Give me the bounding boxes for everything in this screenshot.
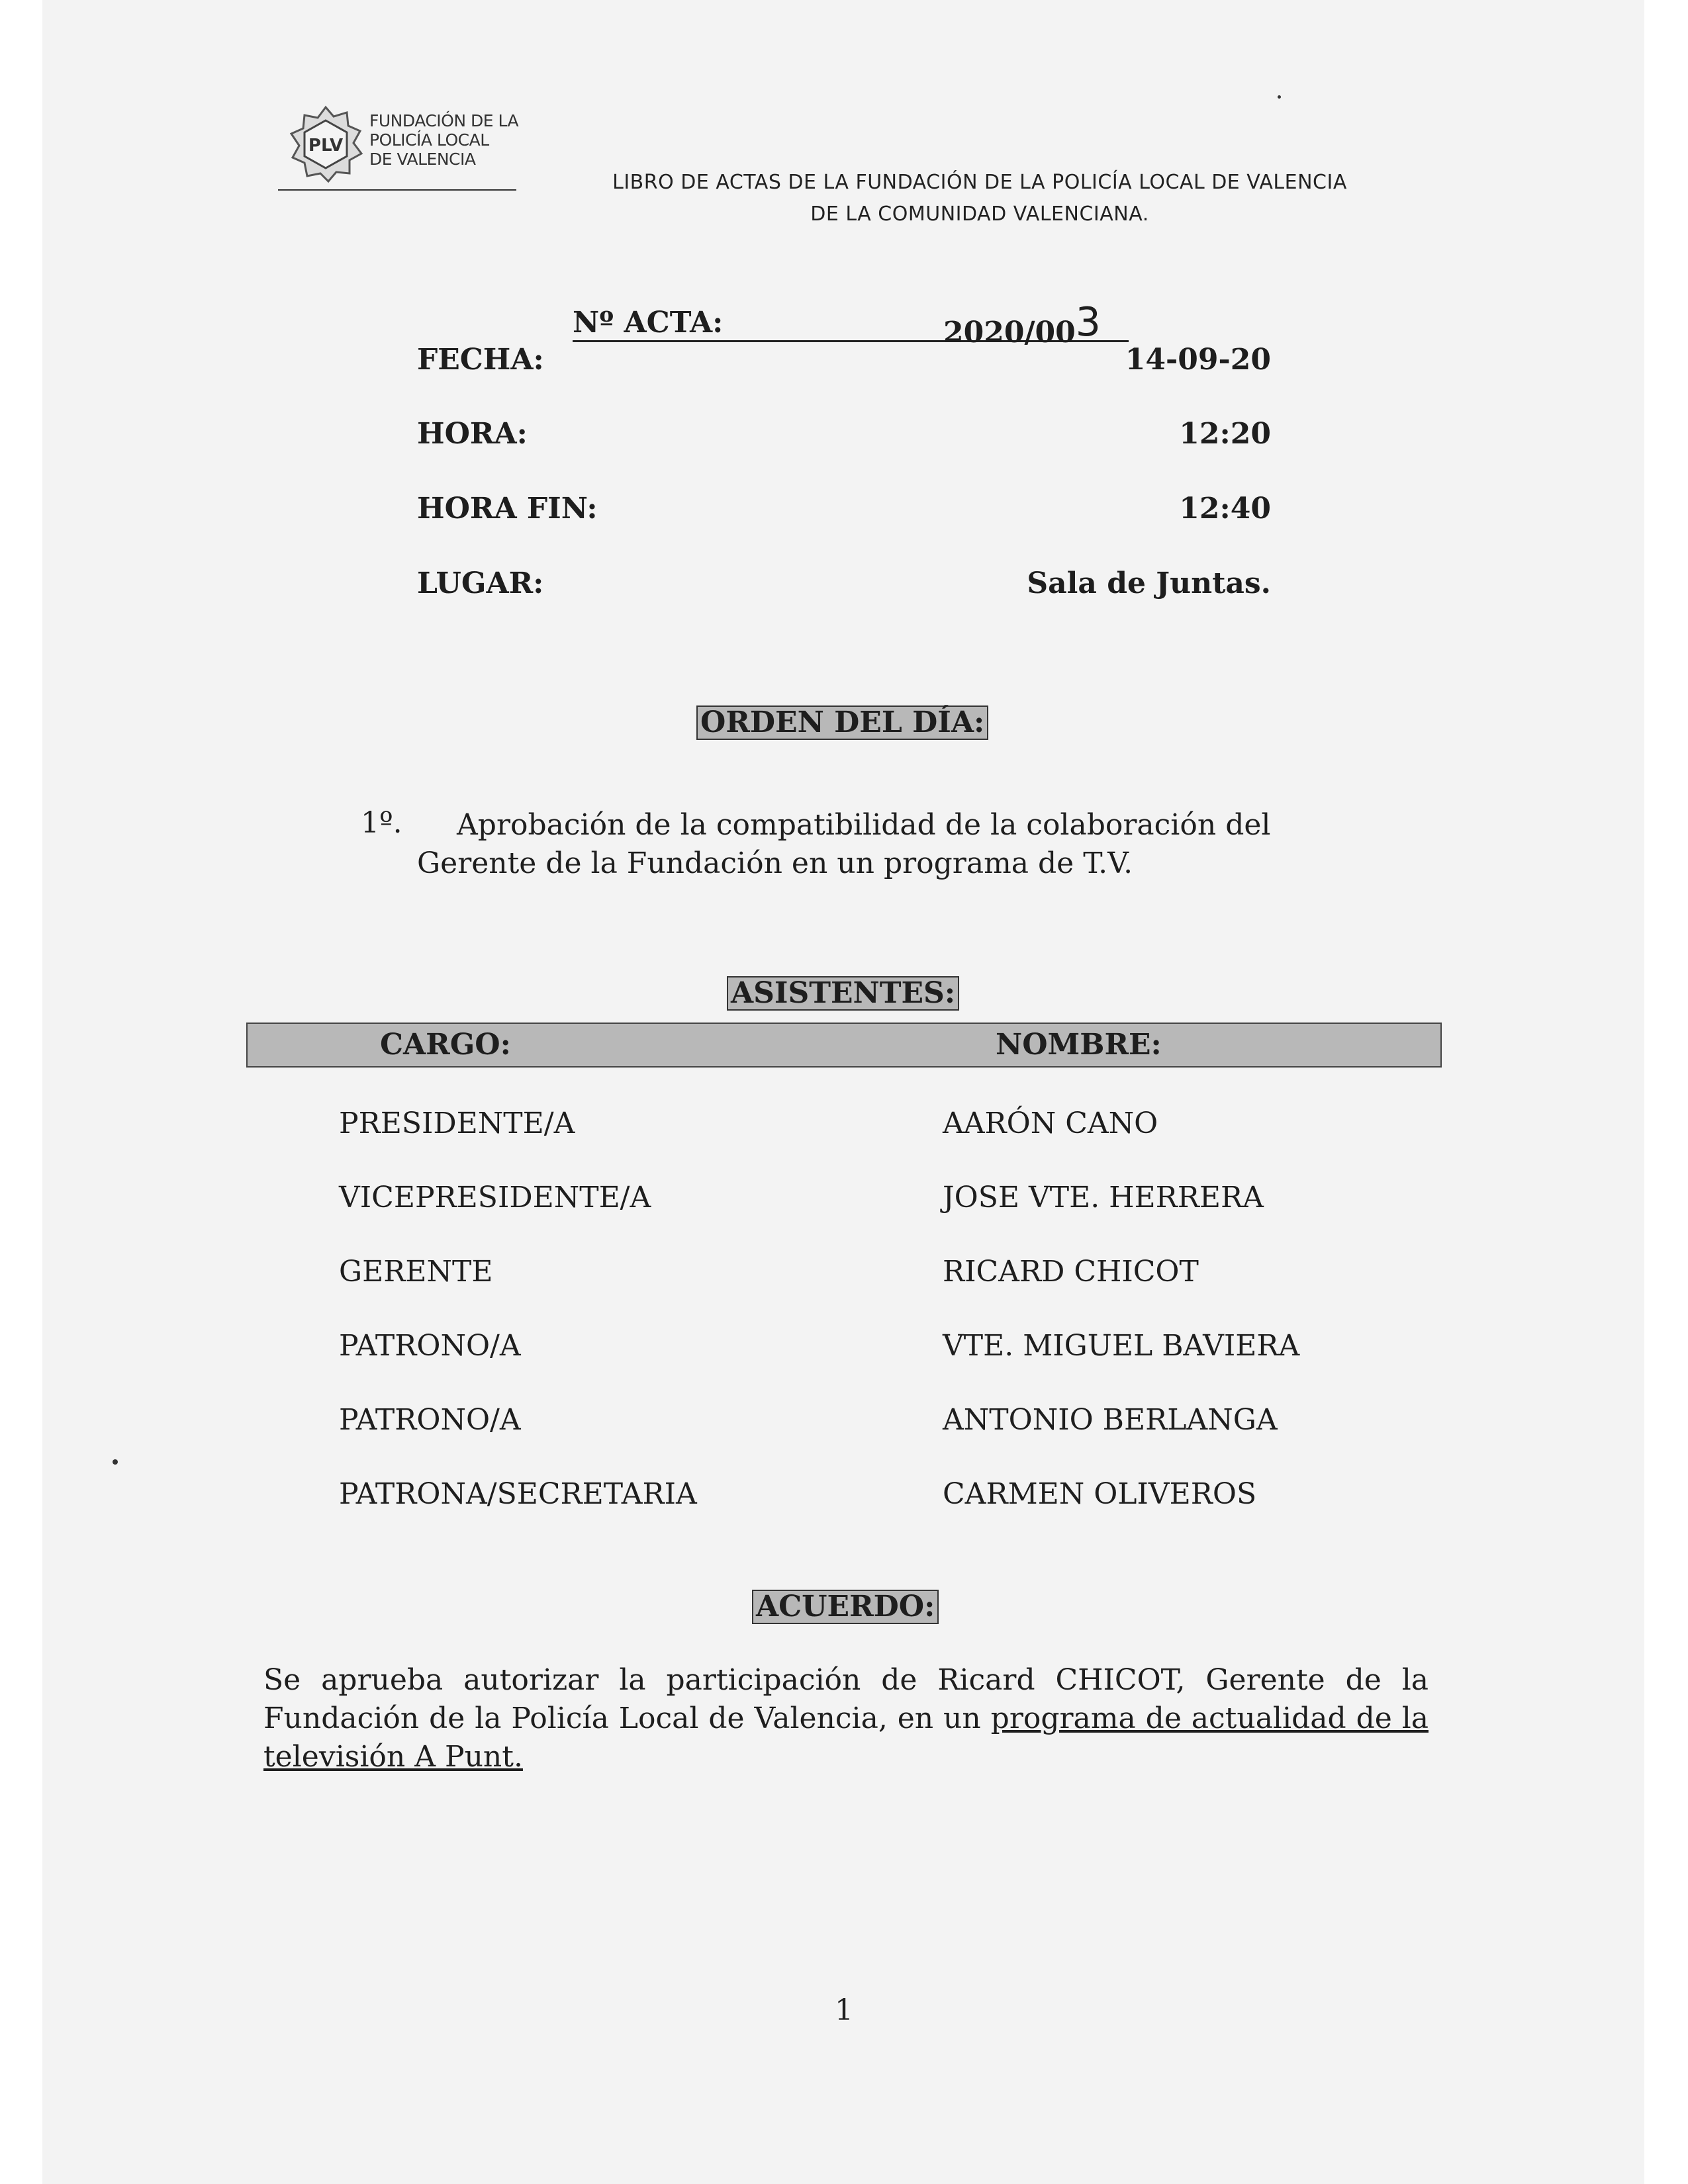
- lugar-label: LUGAR:: [417, 567, 544, 600]
- attendee-cargo: PATRONA/SECRETARIA: [339, 1477, 697, 1511]
- agenda-item-number: 1º.: [361, 806, 402, 840]
- table-row: [0, 1329, 1688, 1369]
- hora-fin-label: HORA FIN:: [417, 492, 598, 525]
- hora-value: 12:20: [1179, 417, 1271, 451]
- agreement-text-plain: Se aprueba autorizar la participación de Ricard CHICOT, Gerente de la Fundación de la Policía Local de Valencia, en un: [263, 1663, 1429, 1735]
- agreement-text: [263, 1661, 1429, 1776]
- attendees-table-header: [246, 1023, 1442, 1068]
- table-row: [0, 1181, 1688, 1220]
- fecha-value: 14-09-20: [1125, 343, 1271, 377]
- logo-line: POLICÍA LOCAL: [369, 130, 489, 150]
- agenda-title: ORDEN DEL DÍA:: [696, 705, 988, 740]
- column-header-nombre: NOMBRE:: [996, 1028, 1162, 1062]
- acta-value-text: 2020/00: [943, 316, 1076, 349]
- fecha-label: FECHA:: [417, 343, 544, 377]
- agenda-item-line-2: Gerente de la Fundación en un programa de T.V.: [417, 846, 1133, 880]
- attendee-name: ANTONIO BERLANGA: [943, 1403, 1278, 1437]
- logo-divider: [278, 189, 516, 191]
- attendee-cargo: GERENTE: [339, 1255, 493, 1289]
- acta-number-row: [573, 299, 1129, 349]
- attendee-name: AARÓN CANO: [943, 1107, 1158, 1140]
- table-row: [0, 1477, 1688, 1517]
- svg-text:PLV: PLV: [308, 136, 344, 156]
- acta-handwritten-digit: 3: [1075, 299, 1101, 345]
- hora-fin-value: 12:40: [1179, 492, 1271, 525]
- lugar-value: Sala de Juntas.: [1027, 567, 1271, 600]
- acta-value: [943, 299, 1101, 352]
- attendee-name: RICARD CHICOT: [943, 1255, 1199, 1289]
- scan-speck: [1278, 95, 1281, 99]
- agreement-title: ACUERDO:: [752, 1590, 939, 1624]
- table-row: [0, 1107, 1688, 1146]
- table-row: [0, 1403, 1688, 1443]
- foundation-logo-badge: [286, 105, 365, 184]
- attendee-name: CARMEN OLIVEROS: [943, 1477, 1257, 1511]
- attendee-cargo: PATRONO/A: [339, 1329, 521, 1363]
- column-header-cargo: CARGO:: [380, 1028, 511, 1062]
- book-title-line-1: LIBRO DE ACTAS DE LA FUNDACIÓN DE LA POLICÍA LOCAL DE VALENCIA: [612, 171, 1347, 194]
- logo-line: FUNDACIÓN DE LA: [369, 111, 519, 130]
- logo-line: DE VALENCIA: [369, 150, 476, 169]
- attendees-title: ASISTENTES:: [727, 976, 959, 1011]
- agenda-item-text: [417, 806, 1344, 883]
- foundation-logo-text: [369, 111, 522, 169]
- hora-label: HORA:: [417, 417, 528, 451]
- scan-speck: [113, 1459, 118, 1465]
- table-row: [0, 1255, 1688, 1295]
- attendee-name: VTE. MIGUEL BAVIERA: [943, 1329, 1300, 1363]
- agreement-text-underlined: programa de actualidad de la televisión A Punt.: [263, 1702, 1429, 1774]
- attendee-cargo: PATRONO/A: [339, 1403, 521, 1437]
- acta-label: Nº ACTA:: [573, 306, 724, 340]
- attendee-cargo: VICEPRESIDENTE/A: [339, 1181, 651, 1214]
- attendee-name: JOSE VTE. HERRERA: [943, 1181, 1264, 1214]
- page-number: 1: [835, 1993, 853, 2027]
- book-title-line-2: DE LA COMUNIDAD VALENCIANA.: [810, 203, 1149, 226]
- agenda-item-line-1: Aprobación de la compatibilidad de la colaboración del: [457, 808, 1271, 842]
- book-title: [516, 167, 1443, 230]
- attendee-cargo: PRESIDENTE/A: [339, 1107, 575, 1140]
